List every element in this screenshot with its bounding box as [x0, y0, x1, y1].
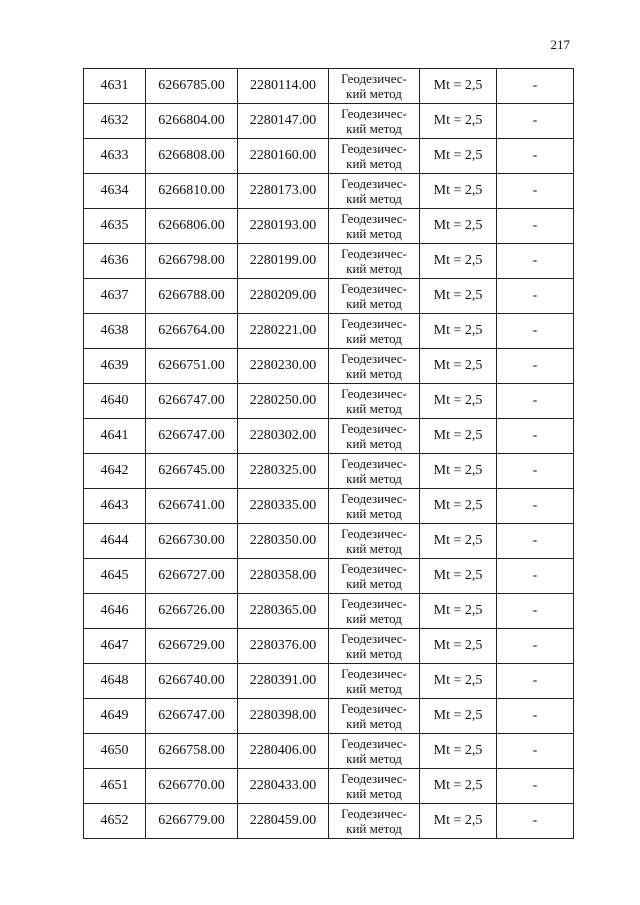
x-coordinate-cell: 6266747.00 — [146, 419, 238, 454]
point-number-cell: 4634 — [84, 174, 146, 209]
method-line-2: кий метод — [346, 821, 402, 836]
note-cell: - — [497, 244, 574, 279]
method-line-1: Геодезичес- — [341, 281, 407, 296]
y-coordinate-cell: 2280193.00 — [238, 209, 329, 244]
note-cell: - — [497, 384, 574, 419]
method-line-2: кий метод — [346, 296, 402, 311]
method-line-1: Геодезичес- — [341, 316, 407, 331]
note-cell: - — [497, 734, 574, 769]
accuracy-cell: Mt = 2,5 — [420, 69, 497, 104]
method-cell — [329, 174, 420, 209]
method-cell — [329, 594, 420, 629]
note-cell: - — [497, 664, 574, 699]
table-row — [84, 629, 574, 664]
accuracy-cell: Mt = 2,5 — [420, 699, 497, 734]
y-coordinate-cell: 2280325.00 — [238, 454, 329, 489]
point-number-cell: 4638 — [84, 314, 146, 349]
table-row — [84, 419, 574, 454]
y-coordinate-cell: 2280391.00 — [238, 664, 329, 699]
method-cell — [329, 139, 420, 174]
table-row — [84, 734, 574, 769]
table-row — [84, 139, 574, 174]
point-number-cell: 4636 — [84, 244, 146, 279]
method-cell — [329, 699, 420, 734]
method-cell — [329, 734, 420, 769]
y-coordinate-cell: 2280398.00 — [238, 699, 329, 734]
method-cell — [329, 279, 420, 314]
accuracy-cell: Mt = 2,5 — [420, 419, 497, 454]
point-number-cell: 4640 — [84, 384, 146, 419]
x-coordinate-cell: 6266726.00 — [146, 594, 238, 629]
note-cell: - — [497, 279, 574, 314]
point-number-cell: 4641 — [84, 419, 146, 454]
x-coordinate-cell: 6266747.00 — [146, 384, 238, 419]
note-cell: - — [497, 699, 574, 734]
method-line-2: кий метод — [346, 331, 402, 346]
table-row — [84, 104, 574, 139]
y-coordinate-cell: 2280160.00 — [238, 139, 329, 174]
accuracy-cell: Mt = 2,5 — [420, 524, 497, 559]
note-cell: - — [497, 104, 574, 139]
point-number-cell: 4642 — [84, 454, 146, 489]
y-coordinate-cell: 2280358.00 — [238, 559, 329, 594]
method-line-2: кий метод — [346, 121, 402, 136]
method-line-1: Геодезичес- — [341, 386, 407, 401]
accuracy-cell: Mt = 2,5 — [420, 139, 497, 174]
note-cell: - — [497, 314, 574, 349]
y-coordinate-cell: 2280147.00 — [238, 104, 329, 139]
table-row — [84, 279, 574, 314]
point-number-cell: 4639 — [84, 349, 146, 384]
note-cell: - — [497, 419, 574, 454]
note-cell: - — [497, 629, 574, 664]
table-row — [84, 174, 574, 209]
y-coordinate-cell: 2280433.00 — [238, 769, 329, 804]
point-number-cell: 4646 — [84, 594, 146, 629]
method-line-2: кий метод — [346, 366, 402, 381]
method-line-1: Геодезичес- — [341, 806, 407, 821]
x-coordinate-cell: 6266804.00 — [146, 104, 238, 139]
point-number-cell: 4647 — [84, 629, 146, 664]
accuracy-cell: Mt = 2,5 — [420, 104, 497, 139]
method-line-1: Геодезичес- — [341, 351, 407, 366]
x-coordinate-cell: 6266751.00 — [146, 349, 238, 384]
table-row — [84, 314, 574, 349]
accuracy-cell: Mt = 2,5 — [420, 559, 497, 594]
note-cell: - — [497, 454, 574, 489]
note-cell: - — [497, 769, 574, 804]
method-line-1: Геодезичес- — [341, 666, 407, 681]
note-cell: - — [497, 489, 574, 524]
x-coordinate-cell: 6266741.00 — [146, 489, 238, 524]
y-coordinate-cell: 2280459.00 — [238, 804, 329, 839]
method-line-2: кий метод — [346, 436, 402, 451]
y-coordinate-cell: 2280209.00 — [238, 279, 329, 314]
y-coordinate-cell: 2280173.00 — [238, 174, 329, 209]
method-line-2: кий метод — [346, 541, 402, 556]
y-coordinate-cell: 2280199.00 — [238, 244, 329, 279]
accuracy-cell: Mt = 2,5 — [420, 349, 497, 384]
method-line-2: кий метод — [346, 646, 402, 661]
method-line-2: кий метод — [346, 156, 402, 171]
point-number-cell: 4652 — [84, 804, 146, 839]
table-row — [84, 804, 574, 839]
coordinates-table — [83, 68, 574, 839]
accuracy-cell: Mt = 2,5 — [420, 209, 497, 244]
method-cell — [329, 349, 420, 384]
accuracy-cell: Mt = 2,5 — [420, 664, 497, 699]
method-line-2: кий метод — [346, 576, 402, 591]
method-cell — [329, 559, 420, 594]
method-line-2: кий метод — [346, 786, 402, 801]
method-line-2: кий метод — [346, 191, 402, 206]
method-cell — [329, 454, 420, 489]
method-cell — [329, 489, 420, 524]
y-coordinate-cell: 2280302.00 — [238, 419, 329, 454]
y-coordinate-cell: 2280350.00 — [238, 524, 329, 559]
x-coordinate-cell: 6266810.00 — [146, 174, 238, 209]
point-number-cell: 4648 — [84, 664, 146, 699]
method-cell — [329, 804, 420, 839]
table-row — [84, 209, 574, 244]
method-line-1: Геодезичес- — [341, 701, 407, 716]
point-number-cell: 4637 — [84, 279, 146, 314]
note-cell: - — [497, 524, 574, 559]
method-line-1: Геодезичес- — [341, 141, 407, 156]
note-cell: - — [497, 804, 574, 839]
table-row — [84, 454, 574, 489]
page-number: 217 — [550, 37, 570, 52]
point-number-cell: 4633 — [84, 139, 146, 174]
accuracy-cell: Mt = 2,5 — [420, 734, 497, 769]
table-row — [84, 594, 574, 629]
note-cell: - — [497, 209, 574, 244]
note-cell: - — [497, 559, 574, 594]
y-coordinate-cell: 2280406.00 — [238, 734, 329, 769]
x-coordinate-cell: 6266764.00 — [146, 314, 238, 349]
accuracy-cell: Mt = 2,5 — [420, 804, 497, 839]
point-number-cell: 4651 — [84, 769, 146, 804]
method-line-2: кий метод — [346, 681, 402, 696]
accuracy-cell: Mt = 2,5 — [420, 454, 497, 489]
table-row — [84, 664, 574, 699]
x-coordinate-cell: 6266788.00 — [146, 279, 238, 314]
method-line-2: кий метод — [346, 506, 402, 521]
method-line-1: Геодезичес- — [341, 596, 407, 611]
accuracy-cell: Mt = 2,5 — [420, 314, 497, 349]
accuracy-cell: Mt = 2,5 — [420, 384, 497, 419]
method-cell — [329, 664, 420, 699]
y-coordinate-cell: 2280335.00 — [238, 489, 329, 524]
method-line-1: Геодезичес- — [341, 106, 407, 121]
method-line-1: Геодезичес- — [341, 211, 407, 226]
method-line-1: Геодезичес- — [341, 491, 407, 506]
accuracy-cell: Mt = 2,5 — [420, 629, 497, 664]
x-coordinate-cell: 6266798.00 — [146, 244, 238, 279]
method-cell — [329, 769, 420, 804]
table-row — [84, 559, 574, 594]
y-coordinate-cell: 2280365.00 — [238, 594, 329, 629]
point-number-cell: 4649 — [84, 699, 146, 734]
x-coordinate-cell: 6266740.00 — [146, 664, 238, 699]
method-line-1: Геодезичес- — [341, 176, 407, 191]
point-number-cell: 4631 — [84, 69, 146, 104]
table-row — [84, 524, 574, 559]
method-line-2: кий метод — [346, 86, 402, 101]
method-line-2: кий метод — [346, 611, 402, 626]
y-coordinate-cell: 2280221.00 — [238, 314, 329, 349]
method-line-1: Геодезичес- — [341, 71, 407, 86]
method-cell — [329, 244, 420, 279]
x-coordinate-cell: 6266747.00 — [146, 699, 238, 734]
method-cell — [329, 384, 420, 419]
point-number-cell: 4650 — [84, 734, 146, 769]
x-coordinate-cell: 6266806.00 — [146, 209, 238, 244]
x-coordinate-cell: 6266808.00 — [146, 139, 238, 174]
method-line-2: кий метод — [346, 261, 402, 276]
accuracy-cell: Mt = 2,5 — [420, 594, 497, 629]
table-row — [84, 349, 574, 384]
method-cell — [329, 524, 420, 559]
method-line-1: Геодезичес- — [341, 631, 407, 646]
table-row — [84, 69, 574, 104]
method-cell — [329, 209, 420, 244]
method-cell — [329, 314, 420, 349]
method-cell — [329, 629, 420, 664]
method-line-1: Геодезичес- — [341, 771, 407, 786]
y-coordinate-cell: 2280250.00 — [238, 384, 329, 419]
method-line-1: Геодезичес- — [341, 736, 407, 751]
table-row — [84, 244, 574, 279]
x-coordinate-cell: 6266745.00 — [146, 454, 238, 489]
method-cell — [329, 69, 420, 104]
method-line-2: кий метод — [346, 716, 402, 731]
note-cell: - — [497, 594, 574, 629]
method-line-2: кий метод — [346, 751, 402, 766]
x-coordinate-cell: 6266727.00 — [146, 559, 238, 594]
table-row — [84, 489, 574, 524]
method-line-2: кий метод — [346, 226, 402, 241]
accuracy-cell: Mt = 2,5 — [420, 769, 497, 804]
table-row — [84, 769, 574, 804]
method-line-2: кий метод — [346, 401, 402, 416]
x-coordinate-cell: 6266785.00 — [146, 69, 238, 104]
point-number-cell: 4635 — [84, 209, 146, 244]
x-coordinate-cell: 6266730.00 — [146, 524, 238, 559]
y-coordinate-cell: 2280230.00 — [238, 349, 329, 384]
x-coordinate-cell: 6266729.00 — [146, 629, 238, 664]
point-number-cell: 4644 — [84, 524, 146, 559]
y-coordinate-cell: 2280376.00 — [238, 629, 329, 664]
table-row — [84, 699, 574, 734]
method-line-1: Геодезичес- — [341, 526, 407, 541]
point-number-cell: 4643 — [84, 489, 146, 524]
x-coordinate-cell: 6266779.00 — [146, 804, 238, 839]
x-coordinate-cell: 6266758.00 — [146, 734, 238, 769]
note-cell: - — [497, 349, 574, 384]
method-line-2: кий метод — [346, 471, 402, 486]
point-number-cell: 4632 — [84, 104, 146, 139]
x-coordinate-cell: 6266770.00 — [146, 769, 238, 804]
method-line-1: Геодезичес- — [341, 456, 407, 471]
accuracy-cell: Mt = 2,5 — [420, 489, 497, 524]
accuracy-cell: Mt = 2,5 — [420, 279, 497, 314]
note-cell: - — [497, 174, 574, 209]
method-line-1: Геодезичес- — [341, 246, 407, 261]
table-row — [84, 384, 574, 419]
note-cell: - — [497, 69, 574, 104]
method-cell — [329, 419, 420, 454]
accuracy-cell: Mt = 2,5 — [420, 244, 497, 279]
coordinates-table-body — [84, 69, 574, 839]
note-cell: - — [497, 139, 574, 174]
method-line-1: Геодезичес- — [341, 421, 407, 436]
method-cell — [329, 104, 420, 139]
method-line-1: Геодезичес- — [341, 561, 407, 576]
accuracy-cell: Mt = 2,5 — [420, 174, 497, 209]
point-number-cell: 4645 — [84, 559, 146, 594]
y-coordinate-cell: 2280114.00 — [238, 69, 329, 104]
